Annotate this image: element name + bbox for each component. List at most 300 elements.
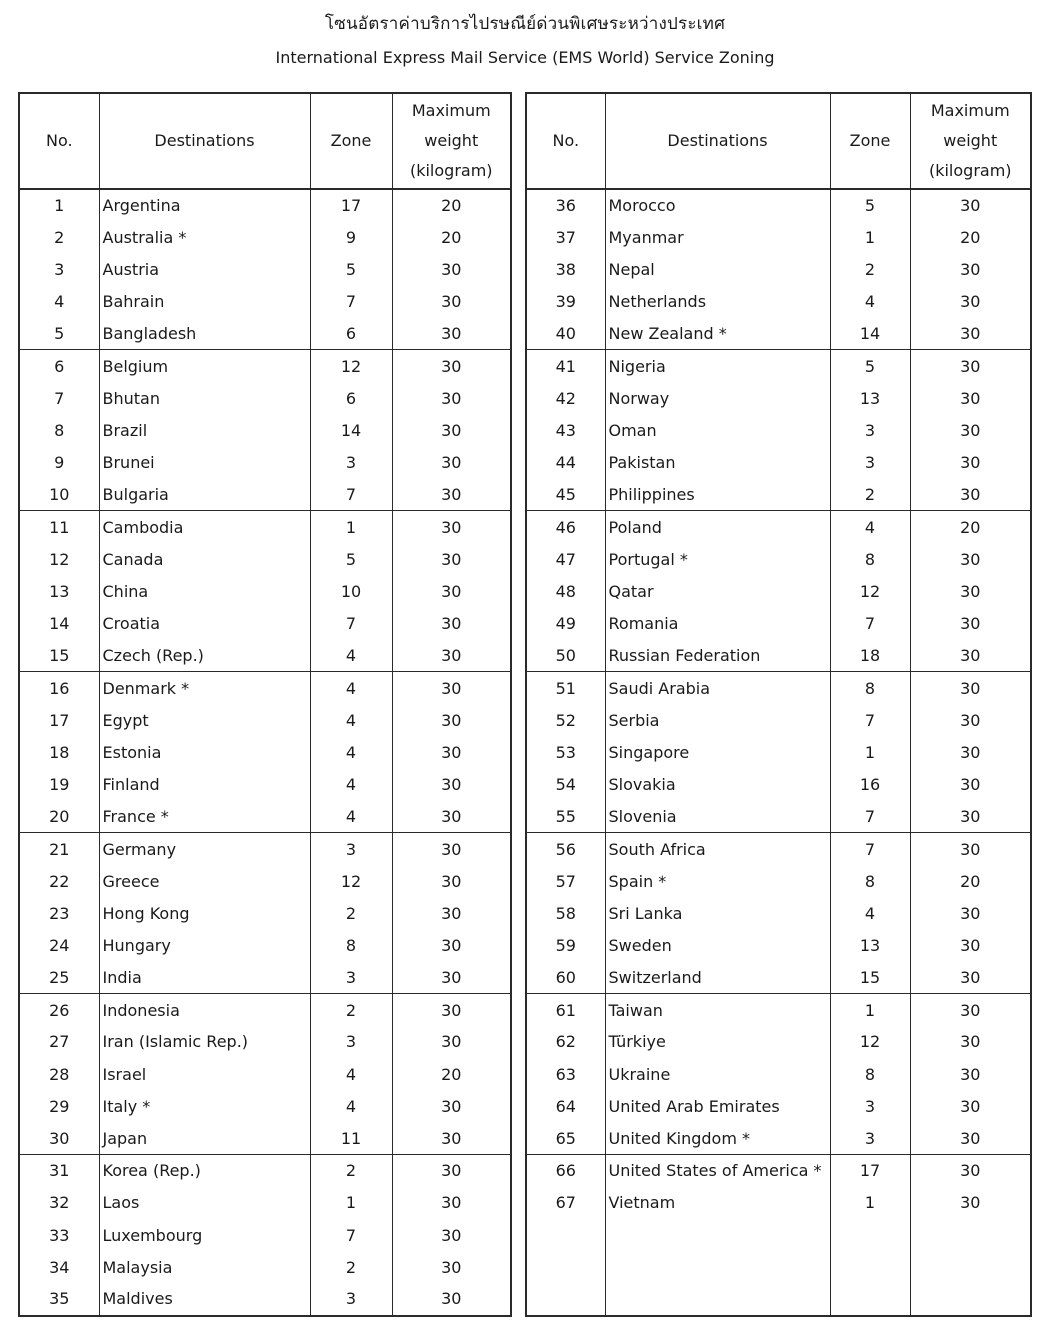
destination-cell: Bulgaria — [99, 479, 310, 511]
table-row — [19, 189, 511, 221]
row-number-cell: 27 — [19, 1026, 99, 1058]
zone-cell: 4 — [310, 1090, 392, 1122]
destination-cell: Indonesia — [99, 994, 310, 1026]
header-max-weight-line-2: weight — [943, 131, 998, 150]
row-number-cell: 33 — [19, 1219, 99, 1251]
zone-cell: 12 — [310, 350, 392, 382]
zone-cell: 5 — [830, 350, 910, 382]
max-weight-cell: 30 — [910, 640, 1031, 672]
zone-cell: 17 — [830, 1155, 910, 1187]
zone-cell: 4 — [310, 768, 392, 800]
table-row — [19, 1090, 511, 1122]
row-number-cell: 30 — [19, 1122, 99, 1154]
row-number-cell: 7 — [19, 382, 99, 414]
max-weight-cell: 30 — [910, 575, 1031, 607]
table-row — [526, 833, 1031, 865]
max-weight-cell: 30 — [910, 801, 1031, 833]
destination-cell: Iran (Islamic Rep.) — [99, 1026, 310, 1058]
max-weight-cell: 20 — [392, 1058, 511, 1090]
row-number-cell: 8 — [19, 414, 99, 446]
zone-cell: 1 — [830, 1187, 910, 1219]
destination-cell: Taiwan — [605, 994, 830, 1026]
max-weight-cell: 20 — [910, 221, 1031, 253]
zone-cell: 1 — [830, 736, 910, 768]
destination-cell: Egypt — [99, 704, 310, 736]
destination-cell: Bangladesh — [99, 318, 310, 350]
table-row — [19, 897, 511, 929]
row-number-cell: 62 — [526, 1026, 605, 1058]
row-number-cell: 2 — [19, 221, 99, 253]
table-row — [526, 1155, 1031, 1187]
zone-cell: 3 — [310, 1283, 392, 1315]
zone-cell: 4 — [310, 801, 392, 833]
max-weight-cell: 30 — [910, 672, 1031, 704]
table-row — [526, 253, 1031, 285]
table-row — [526, 672, 1031, 704]
table-row — [526, 318, 1031, 350]
row-number-cell: 48 — [526, 575, 605, 607]
max-weight-cell: 30 — [392, 1026, 511, 1058]
max-weight-cell: 30 — [392, 1122, 511, 1154]
zone-cell: 4 — [310, 640, 392, 672]
destination-cell: Oman — [605, 414, 830, 446]
destination-cell: Poland — [605, 511, 830, 543]
destination-cell: Italy * — [99, 1090, 310, 1122]
destination-cell: Japan — [99, 1122, 310, 1154]
zone-cell: 8 — [830, 865, 910, 897]
header-row — [526, 93, 1031, 189]
max-weight-cell: 30 — [392, 1251, 511, 1283]
zone-cell: 14 — [310, 414, 392, 446]
header-no: No. — [19, 93, 99, 189]
zone-cell: 1 — [830, 221, 910, 253]
max-weight-cell: 30 — [910, 543, 1031, 575]
zone-cell: 5 — [830, 189, 910, 221]
max-weight-cell: 30 — [392, 253, 511, 285]
table-row — [19, 640, 511, 672]
max-weight-cell: 30 — [392, 768, 511, 800]
zone-cell: 15 — [830, 962, 910, 994]
row-number-cell: 43 — [526, 414, 605, 446]
max-weight-cell: 30 — [392, 897, 511, 929]
table-body-right — [526, 189, 1031, 1316]
row-number-cell: 56 — [526, 833, 605, 865]
row-number-cell: 24 — [19, 929, 99, 961]
header-zone: Zone — [310, 93, 392, 189]
max-weight-cell: 30 — [392, 318, 511, 350]
zone-cell: 13 — [830, 382, 910, 414]
empty-cell — [830, 1251, 910, 1283]
destination-cell: Laos — [99, 1187, 310, 1219]
zone-cell: 4 — [310, 1058, 392, 1090]
destination-cell: Maldives — [99, 1283, 310, 1315]
destination-cell: Canada — [99, 543, 310, 575]
destination-cell: Slovakia — [605, 768, 830, 800]
table-row — [19, 447, 511, 479]
table-row — [19, 704, 511, 736]
row-number-cell: 21 — [19, 833, 99, 865]
row-number-cell: 54 — [526, 768, 605, 800]
header-max-weight-line-1: Maximum — [411, 101, 491, 120]
destination-cell: Luxembourg — [99, 1219, 310, 1251]
zone-cell: 3 — [310, 833, 392, 865]
header-zone: Zone — [830, 93, 910, 189]
zone-cell: 2 — [310, 1155, 392, 1187]
zone-cell: 4 — [310, 704, 392, 736]
row-number-cell: 64 — [526, 1090, 605, 1122]
destination-cell: Nigeria — [605, 350, 830, 382]
table-row — [526, 1026, 1031, 1058]
destination-cell: Cambodia — [99, 511, 310, 543]
row-number-cell: 66 — [526, 1155, 605, 1187]
row-number-cell: 67 — [526, 1187, 605, 1219]
table-row — [19, 318, 511, 350]
destination-cell: Türkiye — [605, 1026, 830, 1058]
zone-cell: 10 — [310, 575, 392, 607]
destination-cell: India — [99, 962, 310, 994]
destination-cell: Czech (Rep.) — [99, 640, 310, 672]
destination-cell: Belgium — [99, 350, 310, 382]
table-row — [19, 1155, 511, 1187]
table-row — [19, 1122, 511, 1154]
table-row — [19, 1219, 511, 1251]
destination-cell: China — [99, 575, 310, 607]
zone-cell: 8 — [830, 672, 910, 704]
empty-cell — [526, 1283, 605, 1315]
table-row — [19, 221, 511, 253]
row-number-cell: 53 — [526, 736, 605, 768]
table-row — [19, 511, 511, 543]
row-number-cell: 65 — [526, 1122, 605, 1154]
destination-cell: Bahrain — [99, 286, 310, 318]
destination-cell: Serbia — [605, 704, 830, 736]
table-row — [526, 736, 1031, 768]
zone-cell: 14 — [830, 318, 910, 350]
max-weight-cell: 30 — [910, 897, 1031, 929]
row-number-cell: 46 — [526, 511, 605, 543]
row-number-cell: 9 — [19, 447, 99, 479]
header-max-weight — [392, 93, 511, 189]
destination-cell: United Arab Emirates — [605, 1090, 830, 1122]
empty-row — [526, 1283, 1031, 1315]
zone-cell: 12 — [310, 865, 392, 897]
row-number-cell: 55 — [526, 801, 605, 833]
row-number-cell: 4 — [19, 286, 99, 318]
table-row — [526, 350, 1031, 382]
zone-cell: 13 — [830, 929, 910, 961]
row-number-cell: 47 — [526, 543, 605, 575]
zone-cell: 5 — [310, 253, 392, 285]
row-number-cell: 22 — [19, 865, 99, 897]
max-weight-cell: 30 — [392, 382, 511, 414]
destination-cell: Argentina — [99, 189, 310, 221]
destination-cell: Portugal * — [605, 543, 830, 575]
empty-cell — [526, 1219, 605, 1251]
row-number-cell: 29 — [19, 1090, 99, 1122]
row-number-cell: 34 — [19, 1251, 99, 1283]
row-number-cell: 1 — [19, 189, 99, 221]
header-max-weight — [910, 93, 1031, 189]
row-number-cell: 49 — [526, 607, 605, 639]
table-row — [526, 575, 1031, 607]
row-number-cell: 10 — [19, 479, 99, 511]
max-weight-cell: 30 — [910, 1155, 1031, 1187]
row-number-cell: 63 — [526, 1058, 605, 1090]
header-max-weight-line-1: Maximum — [930, 101, 1010, 120]
zone-cell: 8 — [830, 543, 910, 575]
destination-cell: Morocco — [605, 189, 830, 221]
header-max-weight-line-2: weight — [424, 131, 479, 150]
row-number-cell: 59 — [526, 929, 605, 961]
row-number-cell: 5 — [19, 318, 99, 350]
max-weight-cell: 30 — [392, 447, 511, 479]
max-weight-cell: 30 — [392, 479, 511, 511]
table-row — [526, 286, 1031, 318]
table-row — [19, 350, 511, 382]
table-row — [19, 865, 511, 897]
table-row — [526, 511, 1031, 543]
table-row — [19, 833, 511, 865]
zone-cell: 7 — [830, 704, 910, 736]
destination-cell: New Zealand * — [605, 318, 830, 350]
header-no: No. — [526, 93, 605, 189]
zone-cell: 7 — [310, 1219, 392, 1251]
destination-cell: Australia * — [99, 221, 310, 253]
destination-cell: Romania — [605, 607, 830, 639]
row-number-cell: 39 — [526, 286, 605, 318]
zone-table-left — [18, 92, 512, 1317]
row-number-cell: 13 — [19, 575, 99, 607]
zone-cell: 7 — [310, 479, 392, 511]
destination-cell: Greece — [99, 865, 310, 897]
table-row — [526, 1058, 1031, 1090]
table-row — [526, 897, 1031, 929]
destination-cell: Netherlands — [605, 286, 830, 318]
max-weight-cell: 30 — [392, 929, 511, 961]
row-number-cell: 18 — [19, 736, 99, 768]
max-weight-cell: 30 — [392, 801, 511, 833]
max-weight-cell: 30 — [392, 286, 511, 318]
destination-cell: Estonia — [99, 736, 310, 768]
zone-cell: 4 — [830, 286, 910, 318]
destination-cell: Singapore — [605, 736, 830, 768]
zone-cell: 7 — [310, 286, 392, 318]
zone-cell: 12 — [830, 1026, 910, 1058]
row-number-cell: 52 — [526, 704, 605, 736]
max-weight-cell: 30 — [392, 575, 511, 607]
table-row — [526, 1187, 1031, 1219]
max-weight-cell: 30 — [392, 736, 511, 768]
max-weight-cell: 30 — [910, 479, 1031, 511]
header-max-weight-line-3: (kilogram) — [409, 161, 493, 180]
destination-cell: Germany — [99, 833, 310, 865]
destination-cell: Austria — [99, 253, 310, 285]
zone-cell: 12 — [830, 575, 910, 607]
zone-cell: 8 — [830, 1058, 910, 1090]
zone-cell: 3 — [830, 414, 910, 446]
zone-cell: 3 — [310, 1026, 392, 1058]
max-weight-cell: 30 — [392, 414, 511, 446]
max-weight-cell: 30 — [910, 962, 1031, 994]
max-weight-cell: 20 — [910, 511, 1031, 543]
max-weight-cell: 30 — [392, 543, 511, 575]
zone-cell: 1 — [830, 994, 910, 1026]
row-number-cell: 44 — [526, 447, 605, 479]
max-weight-cell: 30 — [392, 1283, 511, 1315]
empty-row — [526, 1219, 1031, 1251]
max-weight-cell: 30 — [392, 1090, 511, 1122]
table-row — [526, 607, 1031, 639]
max-weight-cell: 30 — [910, 929, 1031, 961]
destination-cell: Sweden — [605, 929, 830, 961]
destination-cell: France * — [99, 801, 310, 833]
zone-table-right — [525, 92, 1032, 1317]
destination-cell: United Kingdom * — [605, 1122, 830, 1154]
max-weight-cell: 30 — [910, 736, 1031, 768]
max-weight-cell: 30 — [910, 414, 1031, 446]
max-weight-cell: 30 — [910, 1026, 1031, 1058]
destination-cell: Qatar — [605, 575, 830, 607]
empty-cell — [910, 1283, 1031, 1315]
max-weight-cell: 30 — [392, 1219, 511, 1251]
table-row — [19, 768, 511, 800]
max-weight-cell: 30 — [392, 704, 511, 736]
row-number-cell: 37 — [526, 221, 605, 253]
zone-cell: 1 — [310, 1187, 392, 1219]
empty-cell — [830, 1219, 910, 1251]
zone-cell: 2 — [830, 479, 910, 511]
row-number-cell: 61 — [526, 994, 605, 1026]
zone-cell: 4 — [830, 511, 910, 543]
header-destinations: Destinations — [605, 93, 830, 189]
zone-cell: 6 — [310, 382, 392, 414]
zone-cell: 6 — [310, 318, 392, 350]
row-number-cell: 35 — [19, 1283, 99, 1315]
table-row — [526, 768, 1031, 800]
table-row — [526, 221, 1031, 253]
table-row — [526, 189, 1031, 221]
page-title-english: International Express Mail Service (EMS World) Service Zoning — [275, 48, 775, 67]
zone-cell: 4 — [830, 897, 910, 929]
destination-cell: Brunei — [99, 447, 310, 479]
destination-cell: United States of America * — [605, 1155, 830, 1187]
table-row — [526, 929, 1031, 961]
zone-cell: 3 — [830, 1090, 910, 1122]
empty-cell — [605, 1283, 830, 1315]
max-weight-cell: 30 — [392, 350, 511, 382]
row-number-cell: 40 — [526, 318, 605, 350]
zone-cell: 4 — [310, 736, 392, 768]
row-number-cell: 3 — [19, 253, 99, 285]
table-row — [19, 414, 511, 446]
max-weight-cell: 30 — [392, 1155, 511, 1187]
row-number-cell: 58 — [526, 897, 605, 929]
row-number-cell: 28 — [19, 1058, 99, 1090]
max-weight-cell: 20 — [392, 189, 511, 221]
zone-cell: 2 — [310, 1251, 392, 1283]
row-number-cell: 50 — [526, 640, 605, 672]
destination-cell: Norway — [605, 382, 830, 414]
max-weight-cell: 30 — [910, 286, 1031, 318]
zone-cell: 8 — [310, 929, 392, 961]
table-row — [19, 479, 511, 511]
row-number-cell: 17 — [19, 704, 99, 736]
table-row — [526, 865, 1031, 897]
table-row — [19, 672, 511, 704]
table-row — [19, 1283, 511, 1315]
max-weight-cell: 30 — [392, 511, 511, 543]
max-weight-cell: 30 — [910, 1090, 1031, 1122]
max-weight-cell: 30 — [910, 704, 1031, 736]
table-row — [19, 929, 511, 961]
destination-cell: Denmark * — [99, 672, 310, 704]
row-number-cell: 41 — [526, 350, 605, 382]
destination-cell: Philippines — [605, 479, 830, 511]
max-weight-cell: 30 — [910, 1122, 1031, 1154]
table-row — [19, 253, 511, 285]
row-number-cell: 45 — [526, 479, 605, 511]
table-row — [19, 543, 511, 575]
row-number-cell: 16 — [19, 672, 99, 704]
destination-cell: Switzerland — [605, 962, 830, 994]
destination-cell: Bhutan — [99, 382, 310, 414]
max-weight-cell: 30 — [392, 672, 511, 704]
empty-cell — [830, 1283, 910, 1315]
destination-cell: Hong Kong — [99, 897, 310, 929]
row-number-cell: 38 — [526, 253, 605, 285]
destination-cell: Spain * — [605, 865, 830, 897]
destination-cell: Sri Lanka — [605, 897, 830, 929]
destination-cell: Ukraine — [605, 1058, 830, 1090]
empty-cell — [910, 1251, 1031, 1283]
row-number-cell: 57 — [526, 865, 605, 897]
destination-cell: Russian Federation — [605, 640, 830, 672]
table-row — [19, 1058, 511, 1090]
destination-cell: Croatia — [99, 607, 310, 639]
max-weight-cell: 30 — [910, 1058, 1031, 1090]
table-row — [526, 704, 1031, 736]
max-weight-cell: 30 — [392, 640, 511, 672]
destination-cell: Hungary — [99, 929, 310, 961]
destination-cell: Israel — [99, 1058, 310, 1090]
row-number-cell: 19 — [19, 768, 99, 800]
row-number-cell: 36 — [526, 189, 605, 221]
table-row — [19, 575, 511, 607]
table-row — [19, 1187, 511, 1219]
destination-cell: Vietnam — [605, 1187, 830, 1219]
row-number-cell: 51 — [526, 672, 605, 704]
table-row — [19, 607, 511, 639]
table-row — [526, 994, 1031, 1026]
destination-cell: South Africa — [605, 833, 830, 865]
table-row — [526, 543, 1031, 575]
empty-cell — [910, 1219, 1031, 1251]
max-weight-cell: 30 — [910, 253, 1031, 285]
table-row — [19, 286, 511, 318]
table-row — [526, 801, 1031, 833]
empty-cell — [526, 1251, 605, 1283]
max-weight-cell: 30 — [392, 833, 511, 865]
zone-cell: 2 — [830, 253, 910, 285]
header-max-weight-line-3: (kilogram) — [928, 161, 1012, 180]
table-row — [526, 479, 1031, 511]
page-title-thai: โซนอัตราค่าบริการไปรษณีย์ด่วนพิเศษระหว่างประเทศ — [324, 14, 726, 34]
destination-cell: Saudi Arabia — [605, 672, 830, 704]
destination-cell: Finland — [99, 768, 310, 800]
zone-cell: 3 — [830, 447, 910, 479]
max-weight-cell: 30 — [910, 607, 1031, 639]
zone-cell: 18 — [830, 640, 910, 672]
